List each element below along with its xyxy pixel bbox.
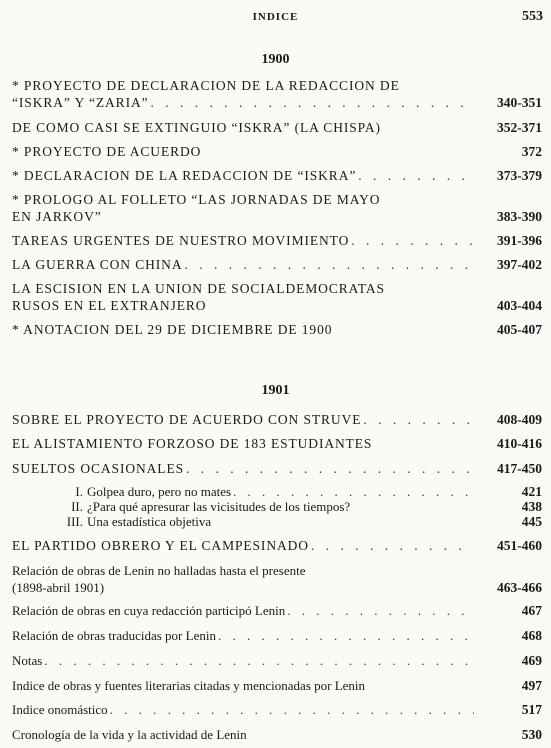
page-number: 553 xyxy=(522,9,543,24)
entry-title: Relación de obras de Lenin no halladas hasta el presente xyxy=(12,563,306,578)
entry-title: Notas xyxy=(12,653,43,668)
page-header xyxy=(0,9,551,29)
entry-pages: 451-460 xyxy=(497,538,542,553)
entry-pages: 517 xyxy=(521,702,542,717)
entry-pages: 373-379 xyxy=(497,168,542,183)
subentry-number: III. xyxy=(66,514,83,529)
entry-title: TAREAS URGENTES DE NUESTRO MOVIMIENTO xyxy=(12,233,350,248)
subentry-number: I. xyxy=(75,484,83,499)
entry-pages: 372 xyxy=(521,144,542,159)
toc-entry xyxy=(12,280,542,314)
leader-dots xyxy=(287,602,474,619)
subentry-number: II. xyxy=(71,499,83,514)
toc-entry xyxy=(12,143,542,160)
toc-entry xyxy=(12,167,542,184)
leader-dots xyxy=(151,94,474,111)
entry-title: Indice de obras y fuentes literarias citadas y mencionadas por Lenin xyxy=(12,678,366,693)
toc-entry xyxy=(12,321,542,338)
leader-dots xyxy=(358,167,474,184)
entry-title: * PROYECTO DE ACUERDO xyxy=(12,144,202,159)
entry-pages: 530 xyxy=(521,727,542,742)
leader-dots xyxy=(185,256,475,273)
entry-pages: 445 xyxy=(521,514,542,529)
entry-title: * PROYECTO DE DECLARACION DE LA REDACCION DE xyxy=(12,78,400,93)
leader-dots xyxy=(311,537,474,554)
toc-entry xyxy=(12,232,542,249)
entry-title: DE COMO CASI SE EXTINGUIO “ISKRA” (LA CHISPA) xyxy=(12,120,381,135)
entry-pages: 340-351 xyxy=(497,95,542,110)
subentry-title: Golpea duro, pero no mates xyxy=(87,484,232,499)
leader-dots xyxy=(44,652,474,669)
entry-title: * ANOTACION DEL 29 DE DICIEMBRE DE 1900 xyxy=(12,322,333,337)
entry-title: Cronología de la vida y la actividad de Lenin xyxy=(12,727,247,742)
entry-title: SUELTOS OCASIONALES xyxy=(12,461,185,476)
toc-entry xyxy=(12,77,542,111)
entry-title-cont: “ISKRA” Y “ZARIA” xyxy=(12,95,149,110)
toc-subentry xyxy=(65,484,542,499)
leader-dots xyxy=(233,484,474,499)
entry-pages: 421 xyxy=(521,484,542,499)
entry-pages: 497 xyxy=(521,678,542,693)
year-heading-1901: 1901 xyxy=(261,383,290,398)
entry-title: Indice onomástico xyxy=(12,702,108,717)
toc-entry xyxy=(12,460,542,477)
leader-dots xyxy=(351,232,474,249)
entry-title: * DECLARACION DE LA REDACCION DE “ISKRA” xyxy=(12,168,357,183)
leader-dots xyxy=(363,411,474,428)
toc-entry xyxy=(12,119,542,136)
leader-dots xyxy=(218,627,474,644)
entry-pages: 438 xyxy=(521,499,542,514)
toc-entry xyxy=(12,627,542,644)
toc-entry xyxy=(12,411,542,428)
entry-pages: 468 xyxy=(521,628,542,643)
entry-title: LA GUERRA CON CHINA xyxy=(12,257,183,272)
toc-entry xyxy=(12,191,542,225)
toc-entry xyxy=(12,652,542,669)
toc-entry xyxy=(12,677,542,694)
toc-entry xyxy=(12,701,542,718)
entry-title-cont: EN JARKOV” xyxy=(12,209,102,224)
entry-title: EL ALISTAMIENTO FORZOSO DE 183 ESTUDIANTES xyxy=(12,436,373,451)
subentry-title: Una estadística objetiva xyxy=(87,514,212,529)
entry-title: SOBRE EL PROYECTO DE ACUERDO CON STRUVE xyxy=(12,412,362,427)
toc-subentry xyxy=(65,514,542,529)
entry-title: * PROLOGO AL FOLLETO “LAS JORNADAS DE MAYO xyxy=(12,192,381,207)
entry-pages: 408-409 xyxy=(497,412,542,427)
entry-pages: 352-371 xyxy=(497,120,542,135)
entry-pages: 397-402 xyxy=(497,257,542,272)
toc-entry xyxy=(12,256,542,273)
running-title: INDICE xyxy=(252,11,299,23)
entry-title-cont: RUSOS EN EL EXTRANJERO xyxy=(12,298,207,313)
entry-pages: 463-466 xyxy=(497,580,542,595)
entry-pages: 469 xyxy=(521,653,542,668)
subentry-title: ¿Para qué apresurar las vicisitudes de los tiempos? xyxy=(87,499,351,514)
toc-entry xyxy=(12,537,542,554)
entry-title: LA ESCISION EN LA UNION DE SOCIALDEMOCRATAS xyxy=(12,281,385,296)
entry-title: Relación de obras en cuya redacción participó Lenin xyxy=(12,603,286,618)
leader-dots xyxy=(186,460,474,477)
toc-entry xyxy=(12,726,542,743)
toc-entry xyxy=(12,562,542,596)
entry-title: Relación de obras traducidas por Lenin xyxy=(12,628,216,643)
entry-pages: 403-404 xyxy=(497,298,542,313)
entry-pages: 391-396 xyxy=(497,233,542,248)
entry-pages: 417-450 xyxy=(497,461,542,476)
entry-pages: 383-390 xyxy=(497,209,542,224)
toc-entry xyxy=(12,602,542,619)
entry-title-cont: (1898-abril 1901) xyxy=(12,580,105,595)
toc-subentry xyxy=(65,499,542,514)
leader-dots xyxy=(110,701,474,718)
entry-pages: 467 xyxy=(521,603,542,618)
entry-pages: 410-416 xyxy=(497,436,542,451)
toc-entry xyxy=(12,435,542,452)
year-heading-1900: 1900 xyxy=(261,52,290,67)
entry-pages: 405-407 xyxy=(497,322,542,337)
entry-title: EL PARTIDO OBRERO Y EL CAMPESINADO xyxy=(12,538,309,553)
